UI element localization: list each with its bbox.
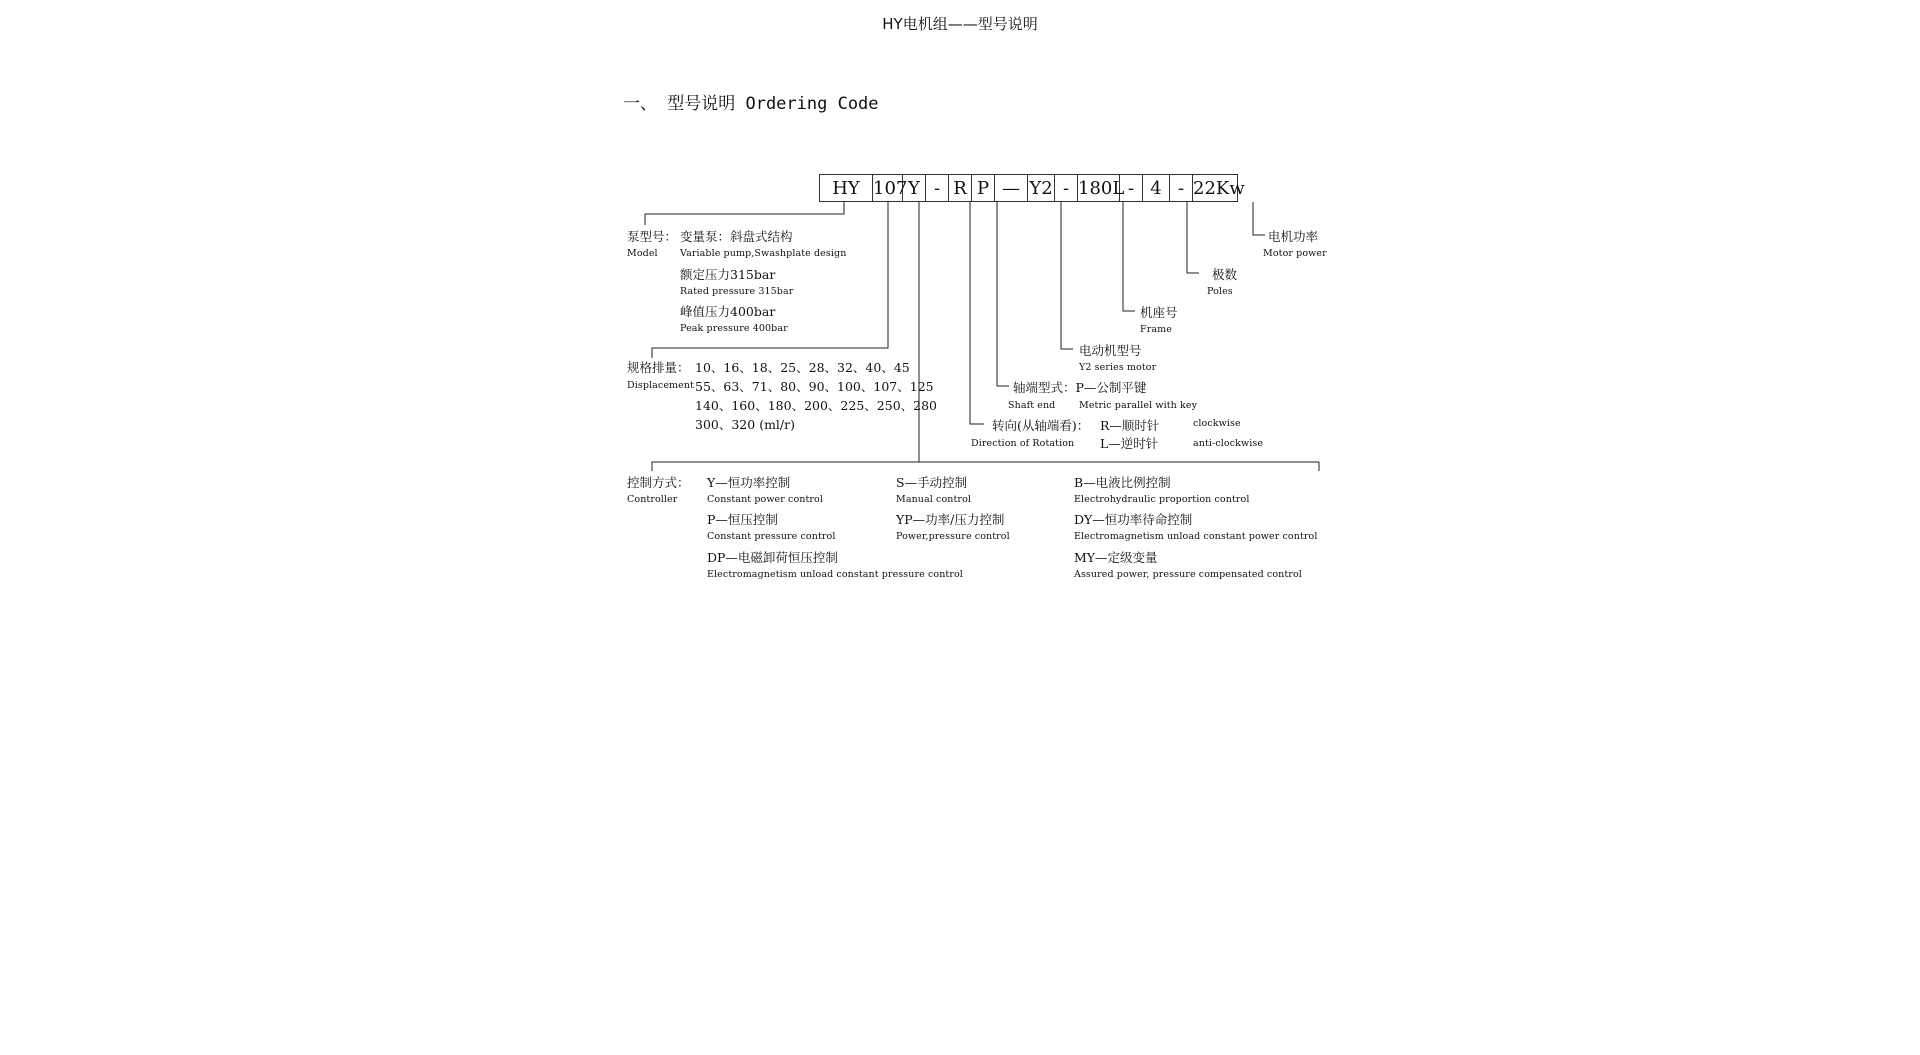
poles-label-en: Poles: [1207, 286, 1233, 297]
rotation-label-en: Direction of Rotation: [971, 438, 1075, 449]
code-segment: 4: [1143, 174, 1170, 202]
controller-p: P—恒压控制: [707, 512, 778, 527]
code-segment: -: [926, 174, 949, 202]
model-line-1-en: Variable pump,Swashplate design: [680, 248, 847, 259]
controller-b: B—电液比例控制: [1074, 475, 1171, 490]
poles-label: 极数: [1212, 267, 1238, 282]
model-label: 泵型号：: [627, 229, 678, 244]
code-segment: -: [1120, 174, 1143, 202]
shaft-end-label-en: Shaft end: [1008, 400, 1056, 411]
shaft-end-label: 轴端型式：P—公制平键: [1013, 380, 1147, 395]
controller-dy: DY—恒功率待命控制: [1074, 512, 1193, 527]
displacement-row-4: 300、320 (ml/r): [695, 417, 795, 432]
code-segment: Y: [903, 174, 926, 202]
code-segment: Y2: [1028, 174, 1055, 202]
shaft-end-value-en: Metric parallel with key: [1079, 400, 1198, 411]
controller-s-en: Manual control: [896, 494, 972, 505]
model-label-en: Model: [627, 248, 658, 259]
code-segment: -: [1170, 174, 1193, 202]
model-line-3-en: Peak pressure 400bar: [680, 323, 788, 334]
rotation-clockwise: R—顺时针: [1100, 418, 1160, 433]
page-title: HY电机组——型号说明: [882, 15, 1038, 33]
controller-my-en: Assured power, pressure compensated control: [1074, 569, 1302, 580]
controller-my: MY—定级变量: [1074, 550, 1158, 565]
model-line-2-en: Rated pressure 315bar: [680, 286, 794, 297]
code-segment: 180L: [1078, 174, 1120, 202]
controller-label-en: Controller: [627, 494, 678, 505]
section-heading: 一、 型号说明 Ordering Code: [623, 94, 879, 114]
code-segment: —: [995, 174, 1028, 202]
model-line-2: 额定压力315bar: [680, 267, 776, 282]
code-segment: 22Kw: [1193, 174, 1238, 202]
code-segment: 107: [873, 174, 903, 202]
code-segment: HY: [819, 174, 873, 202]
code-segment: R: [949, 174, 972, 202]
rotation-anticlockwise: L—逆时针: [1100, 436, 1159, 451]
rotation-label: 转向(从轴端看)：: [992, 418, 1090, 433]
controller-label: 控制方式：: [627, 475, 690, 490]
motor-type-label: 电动机型号: [1079, 343, 1142, 358]
controller-p-en: Constant pressure control: [707, 531, 836, 542]
displacement-row-3: 140、160、180、200、225、250、280: [695, 398, 938, 413]
model-line-3: 峰值压力400bar: [680, 304, 776, 319]
displacement-row-2: 55、63、71、80、90、100、107、125: [695, 379, 934, 394]
frame-label-en: Frame: [1140, 324, 1172, 335]
model-line-1: 变量泵：斜盘式结构: [680, 229, 793, 244]
controller-y-en: Constant power control: [707, 494, 824, 505]
controller-yp: YP—功率/压力控制: [896, 512, 1005, 527]
frame-label: 机座号: [1140, 305, 1178, 320]
rotation-anticlockwise-en: anti-clockwise: [1193, 438, 1264, 449]
motor-power-label: 电机功率: [1268, 229, 1319, 244]
displacement-row-1: 10、16、18、25、28、32、40、45: [695, 360, 910, 375]
motor-power-label-en: Motor power: [1263, 248, 1327, 259]
controller-yp-en: Power,pressure control: [896, 531, 1010, 542]
controller-b-en: Electrohydraulic proportion control: [1074, 494, 1250, 505]
displacement-label-en: Displacement: [627, 380, 695, 391]
controller-dp-en: Electromagnetism unload constant pressure control: [707, 569, 963, 580]
code-segment: P: [972, 174, 995, 202]
controller-dy-en: Electromagnetism unload constant power control: [1074, 531, 1318, 542]
controller-y: Y—恒功率控制: [707, 475, 791, 490]
code-segment: -: [1055, 174, 1078, 202]
controller-dp: DP—电磁卸荷恒压控制: [707, 550, 838, 565]
controller-s: S—手动控制: [896, 475, 968, 490]
motor-type-label-en: Y2 series motor: [1079, 362, 1157, 373]
rotation-clockwise-en: clockwise: [1193, 418, 1241, 429]
displacement-label: 规格排量：: [627, 360, 690, 375]
